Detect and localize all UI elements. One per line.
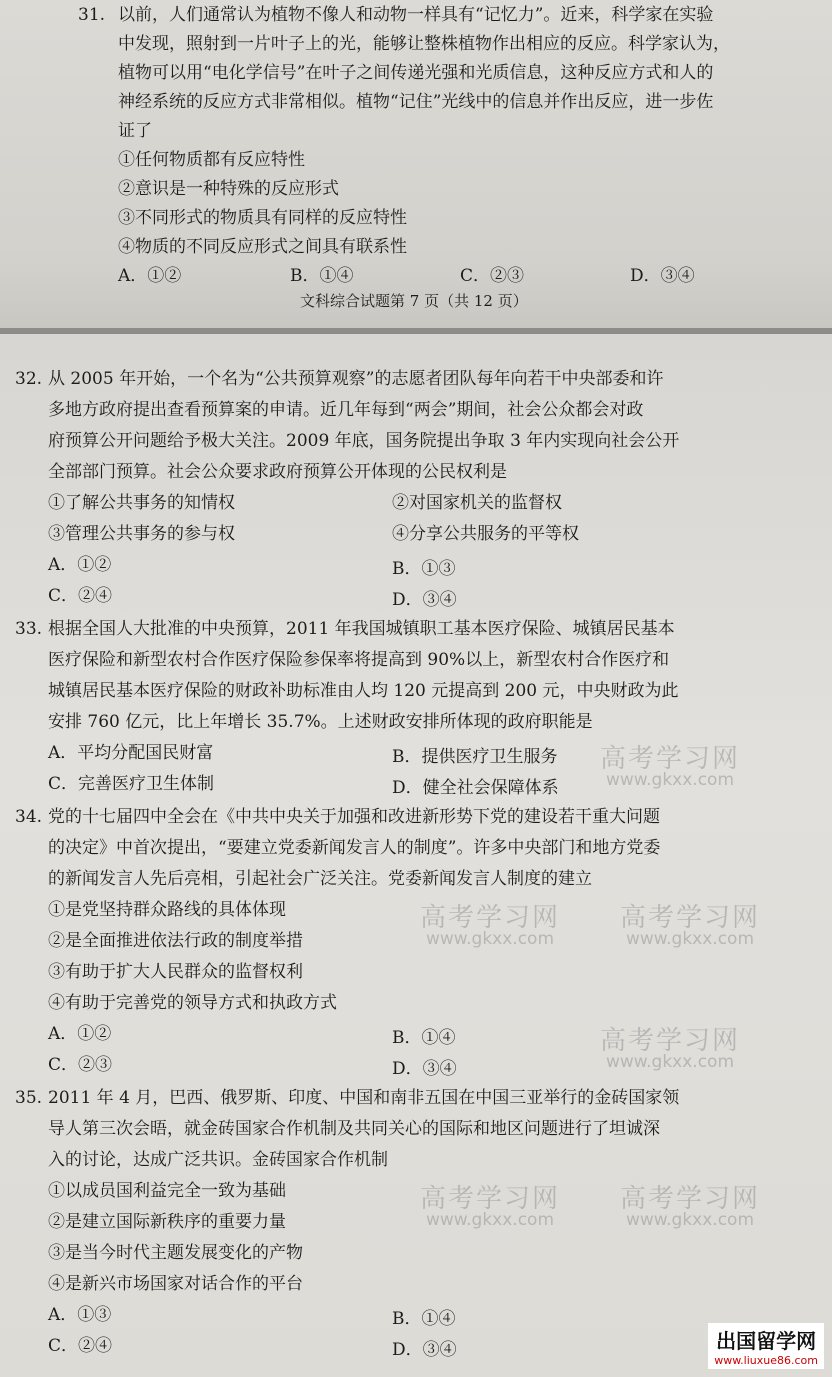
watermark-text: 高考学习网 xyxy=(600,744,741,774)
statement-item: ②对国家机关的监督权 xyxy=(392,493,562,513)
statement-item: ②是全面推进依法行政的制度举措 xyxy=(48,931,303,951)
answer-option: A．①② xyxy=(48,1024,112,1044)
logo-url: www.liuxue86.com xyxy=(714,1354,818,1367)
watermark-text: 高考学习网 xyxy=(600,1026,741,1056)
answer-option: B．①③ xyxy=(392,559,456,579)
question-stem-line: 导人第三次会晤，就金砖国家合作机制及共同关心的国际和地区问题进行了坦诚深 xyxy=(48,1119,660,1139)
question-number: 31. xyxy=(78,5,106,25)
question-number: 35. xyxy=(15,1088,43,1108)
statement-item: ②是建立国际新秩序的重要力量 xyxy=(48,1212,286,1232)
answer-option: A．①② xyxy=(118,266,182,286)
question-stem-line: 城镇居民基本医疗保险的财政补助标准由人均 120 元提高到 200 元，中央财政为此 xyxy=(48,681,679,701)
answer-option: B．①④ xyxy=(290,266,354,286)
answer-option: D．③④ xyxy=(392,590,457,610)
statement-item: ④物质的不同反应形式之间具有联系性 xyxy=(118,237,407,257)
question-stem-line: 全部部门预算。社会公众要求政府预算公开体现的公民权利是 xyxy=(48,462,507,482)
watermark-text: 高考学习网 xyxy=(620,903,761,933)
logo-name: 出国留学网 xyxy=(716,1329,817,1353)
watermark-url: www.gkxx.com xyxy=(625,1210,755,1230)
answer-option: B．提供医疗卫生服务 xyxy=(392,747,558,767)
question-stem-line: 府预算公开问题给予极大关注。2009 年底，国务院提出争取 3 年内实现向社会公开 xyxy=(48,431,680,451)
question-stem-line: 的决定》中首次提出，“要建立党委新闻发言人的制度”。许多中央部门和地方党委 xyxy=(48,838,661,858)
question-stem-line: 根据全国人大批准的中央预算，2011 年我国城镇职工基本医疗保险、城镇居民基本 xyxy=(48,619,675,639)
watermark xyxy=(600,746,740,789)
answer-option: C．②③ xyxy=(460,266,525,286)
question-stem-line: 的新闻发言人先后亮相，引起社会广泛关注。党委新闻发言人制度的建立 xyxy=(48,869,592,889)
watermark-url: www.gkxx.com xyxy=(425,1210,555,1230)
statement-item: ①了解公共事务的知情权 xyxy=(48,493,235,513)
statement-item: ③是当今时代主题发展变化的产物 xyxy=(48,1243,303,1263)
answer-option: D．③④ xyxy=(392,1059,457,1079)
question-stem-line: 证了 xyxy=(118,121,152,141)
answer-option: A．平均分配国民财富 xyxy=(48,743,214,763)
statement-item: ④是新兴市场国家对话合作的平台 xyxy=(48,1274,303,1294)
watermark-url: www.gkxx.com xyxy=(425,929,555,949)
answer-option: C．②④ xyxy=(48,1336,113,1356)
question-stem-line: 从 2005 年开始，一个名为“公共预算观察”的志愿者团队每年向若干中央部委和许 xyxy=(48,369,664,389)
watermark-url: www.gkxx.com xyxy=(605,770,735,790)
watermark-url: www.gkxx.com xyxy=(605,1052,735,1072)
statement-item: ①是党坚持群众路线的具体体现 xyxy=(48,900,286,920)
watermark xyxy=(420,1186,560,1229)
watermark xyxy=(420,905,560,948)
question-number: 33. xyxy=(15,619,43,639)
watermark xyxy=(620,905,760,948)
question-stem-line: 医疗保险和新型农村合作医疗保险参保率将提高到 90%以上，新型农村合作医疗和 xyxy=(48,650,670,670)
answer-option: D．健全社会保障体系 xyxy=(392,778,559,798)
question-number: 34. xyxy=(15,807,43,827)
watermark-url: www.gkxx.com xyxy=(625,929,755,949)
statement-item: ③不同形式的物质具有同样的反应特性 xyxy=(118,208,407,228)
question-stem-line: 安排 760 亿元，比上年增长 35.7%。上述财政安排所体现的政府职能是 xyxy=(48,712,593,732)
question-stem-line: 中发现，照射到一片叶子上的光，能够让整株植物作出相应的反应。科学家认为， xyxy=(118,34,730,54)
statement-item: ①以成员国利益完全一致为基础 xyxy=(48,1181,286,1201)
page-footer: 文科综合试题第 7 页（共 12 页） xyxy=(300,292,528,310)
site-logo xyxy=(708,1323,824,1369)
watermark-text: 高考学习网 xyxy=(420,1184,561,1214)
answer-option: B．①④ xyxy=(392,1309,456,1329)
answer-option: C．完善医疗卫生体制 xyxy=(48,774,215,794)
answer-option: D．③④ xyxy=(392,1340,457,1360)
statement-item: ④分享公共服务的平等权 xyxy=(392,524,579,544)
question-stem-line: 以前，人们通常认为植物不像人和动物一样具有“记忆力”。近来，科学家在实验 xyxy=(118,5,714,25)
answer-option: B．①④ xyxy=(392,1028,456,1048)
watermark-text: 高考学习网 xyxy=(620,1184,761,1214)
watermark xyxy=(620,1186,760,1229)
answer-option: D．③④ xyxy=(630,266,695,286)
question-stem-line: 2011 年 4 月，巴西、俄罗斯、印度、中国和南非五国在中国三亚举行的金砖国家领 xyxy=(48,1088,680,1108)
answer-option: A．①③ xyxy=(48,1305,112,1325)
statement-item: ③管理公共事务的参与权 xyxy=(48,524,235,544)
question-stem-line: 党的十七届四中全会在《中共中央关于加强和改进新形势下党的建设若干重大问题 xyxy=(48,807,660,827)
statement-item: ③有助于扩大人民群众的监督权利 xyxy=(48,962,303,982)
answer-option: A．①② xyxy=(48,555,112,575)
question-stem-line: 入的讨论，达成广泛共识。金砖国家合作机制 xyxy=(48,1150,388,1170)
question-stem-line: 神经系统的反应方式非常相似。植物“记住”光线中的信息并作出反应，进一步佐 xyxy=(118,92,714,112)
question-number: 32. xyxy=(15,369,43,389)
statement-item: ①任何物质都有反应特性 xyxy=(118,150,305,170)
watermark xyxy=(600,1028,740,1071)
statement-item: ④有助于完善党的领导方式和执政方式 xyxy=(48,993,337,1013)
statement-item: ②意识是一种特殊的反应形式 xyxy=(118,179,339,199)
question-stem-line: 植物可以用“电化学信号”在叶子之间传递光强和光质信息，这种反应方式和人的 xyxy=(118,63,714,83)
answer-option: C．②④ xyxy=(48,586,113,606)
question-stem-line: 多地方政府提出查看预算案的申请。近几年每到“两会”期间，社会公众都会对政 xyxy=(48,400,644,420)
watermark-text: 高考学习网 xyxy=(420,903,561,933)
answer-option: C．②③ xyxy=(48,1055,113,1075)
